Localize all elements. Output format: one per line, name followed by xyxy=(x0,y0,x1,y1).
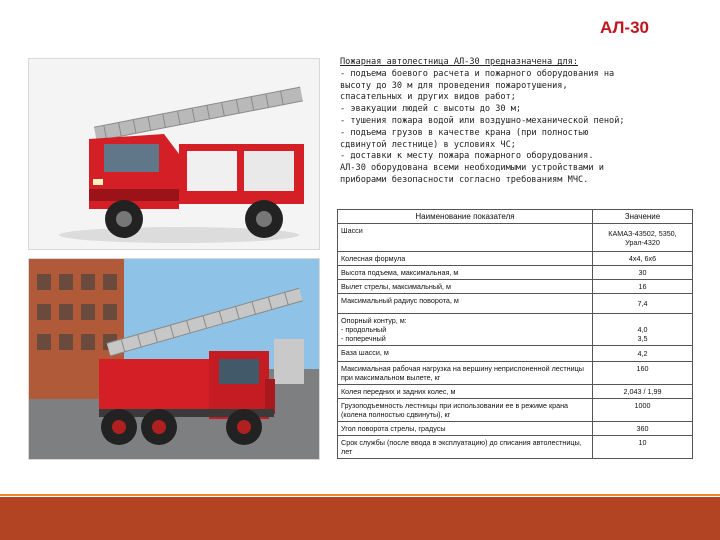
spec-name: Опорный контур, м: - продольный - поперечный xyxy=(338,314,593,346)
table-row xyxy=(338,362,693,385)
spec-name: Вылет стрелы, максимальный, м xyxy=(338,280,593,294)
spec-name: Максимальный радиус поворота, м xyxy=(338,294,593,314)
table-header-row xyxy=(338,210,693,224)
spec-value: 7,4 xyxy=(593,294,693,314)
spec-name: Срок службы (после ввода в эксплуатацию) до списания автолестницы, лет xyxy=(338,436,593,459)
spec-value: КАМАЗ-43502, 5350, Урал-4320 xyxy=(593,224,693,252)
truck-photo-kamaz xyxy=(28,58,320,250)
description-line: АЛ-30 оборудована всеми необходимыми устройствами и xyxy=(340,163,604,174)
spec-name: Колесная формула xyxy=(338,252,593,266)
description-line: спасательных и других видов работ; xyxy=(340,92,516,103)
column-header-name: Наименование показателя xyxy=(338,210,593,224)
spec-name: База шасси, м xyxy=(338,346,593,362)
description-line: Пожарная автолестница АЛ-30 предназначена для: xyxy=(340,57,578,67)
spec-value: 1000 xyxy=(593,399,693,422)
spec-name: Колея передних и задних колес, м xyxy=(338,385,593,399)
spec-value: 360 xyxy=(593,422,693,436)
spec-value: 160 xyxy=(593,362,693,385)
spec-name: Максимальная рабочая нагрузка на вершину неприслоненной лестницы при максимальном вылете, кг xyxy=(338,362,593,385)
bottom-bar xyxy=(0,497,720,540)
table-row xyxy=(338,385,693,399)
table-row xyxy=(338,346,693,362)
bottom-accent-line xyxy=(0,494,720,496)
table-row xyxy=(338,280,693,294)
truck-photo-ural xyxy=(28,258,320,460)
description-line: - эвакуации людей с высоты до 30 м; xyxy=(340,104,522,115)
spec-value: 2,043 / 1,99 xyxy=(593,385,693,399)
slide-title: АЛ-30 xyxy=(600,18,649,37)
spec-value: 4х4, 6х6 xyxy=(593,252,693,266)
specs-table xyxy=(337,209,693,459)
table-row xyxy=(338,224,693,252)
spec-name: Грузоподъемность лестницы при использовании ее в режиме крана (колена полностью сдвинуты), кг xyxy=(338,399,593,422)
spec-name: Угол поворота стрелы, градусы xyxy=(338,422,593,436)
description-text xyxy=(340,57,696,187)
description-line: высоту до 30 м для проведения пожаротушения, xyxy=(340,80,568,91)
table-row xyxy=(338,266,693,280)
description-line: - тушения пожара водой или воздушно-механической пеной; xyxy=(340,115,625,126)
spec-name: Шасси xyxy=(338,224,593,252)
spec-value: 4,2 xyxy=(593,346,693,362)
description-line: сдвинутой лестнице) в условиях ЧС; xyxy=(340,139,516,150)
spec-value: 30 xyxy=(593,266,693,280)
description-line: - подъема боевого расчета и пожарного оборудования на xyxy=(340,68,615,79)
description-line: - подъема грузов в качестве крана (при полностью xyxy=(340,127,589,138)
table-row xyxy=(338,422,693,436)
spec-value: 10 xyxy=(593,436,693,459)
description-line: - доставки к месту пожара пожарного оборудования. xyxy=(340,151,594,162)
table-row xyxy=(338,399,693,422)
description-line: приборами безопасности согласно требованиям МЧС. xyxy=(340,174,589,185)
spec-value: 16 xyxy=(593,280,693,294)
table-row xyxy=(338,252,693,266)
table-row xyxy=(338,294,693,314)
spec-name: Высота подъема, максимальная, м xyxy=(338,266,593,280)
column-header-value: Значение xyxy=(593,210,693,224)
table-row xyxy=(338,314,693,346)
spec-value: 4,0 3,5 xyxy=(593,314,693,346)
table-row xyxy=(338,436,693,459)
